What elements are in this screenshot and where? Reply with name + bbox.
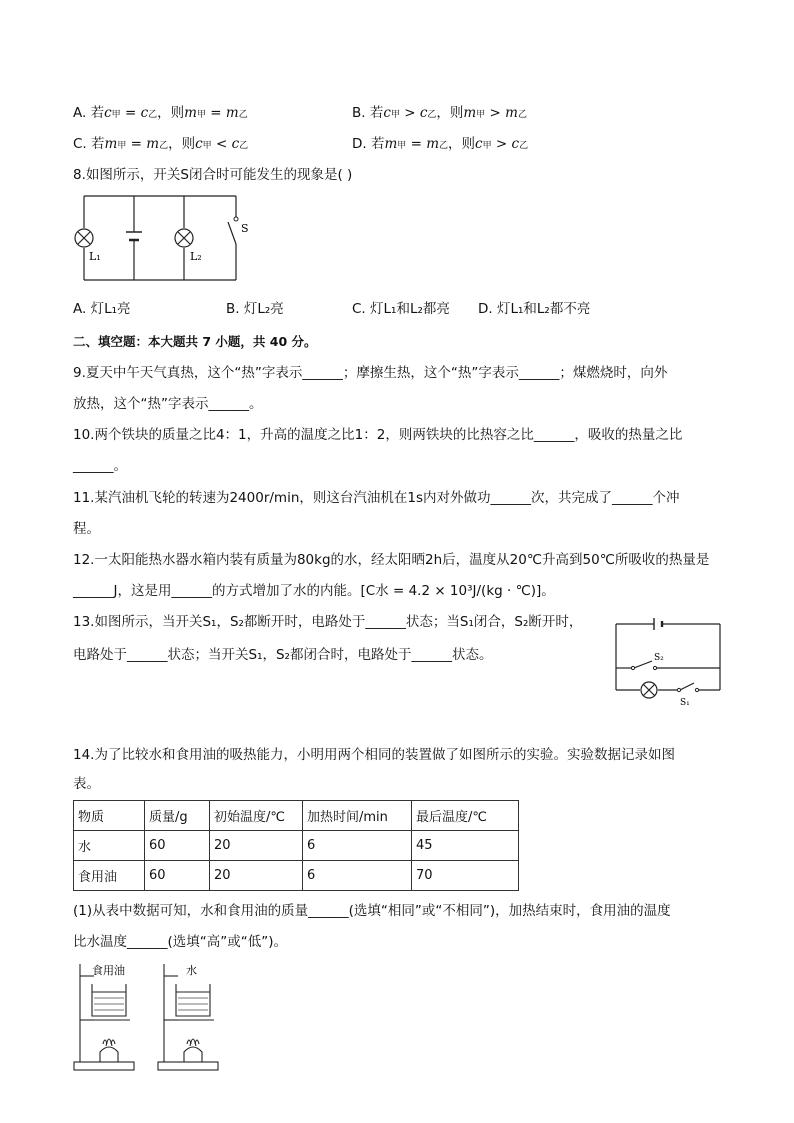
q14-line2: 表。 <box>73 776 100 792</box>
q8-stem: 8.如图所示，开关S闭合时可能发生的现象是( ) <box>73 167 353 183</box>
lamp-l1-icon <box>75 229 93 247</box>
q13-line2: 电路处于______状态；当开关S₁，S₂都闭合时，电路处于______状态。 <box>73 647 493 663</box>
label-l1: L₁ <box>89 250 101 263</box>
q10-line2: ______。 <box>73 458 127 474</box>
table-header-row <box>74 801 519 831</box>
q9-line2: 放热，这个“热”字表示______。 <box>73 396 263 412</box>
label-water: 水 <box>186 964 197 977</box>
table-cell: 20 <box>210 831 303 861</box>
table-cell: 20 <box>210 861 303 891</box>
label-s2: S₂ <box>654 653 664 663</box>
q14-apparatus-figure <box>70 958 240 1074</box>
q11-line2: 程。 <box>73 521 100 537</box>
q7-option-a: A. 若c甲 = c乙，则m甲 = m乙 <box>73 105 248 121</box>
table-cell: 60 <box>145 831 210 861</box>
q8-option-b: B. 灯L₂亮 <box>226 301 284 317</box>
table-cell: 水 <box>74 831 145 861</box>
q13-line1: 13.如图所示，当开关S₁，S₂都断开时，电路处于______状态；当S₁闭合，S₂断开时， <box>73 614 583 630</box>
q13-circuit-diagram <box>608 614 728 710</box>
label-s: S <box>241 222 249 235</box>
q14-line1: 14.为了比较水和食用油的吸热能力，小明用两个相同的装置做了如图所示的实验。实验数据记录如图 <box>73 747 675 763</box>
table-cell: 70 <box>412 861 519 891</box>
q14-sub1-line1: (1)从表中数据可知，水和食用油的质量______(选填“相同”或“不相同”)，加热结束时，食用油的温度 <box>73 903 671 919</box>
table-header-cell: 加热时间/min <box>303 801 412 831</box>
table-row <box>74 861 519 891</box>
q8-option-c: C. 灯L₁和L₂都亮 <box>352 301 450 317</box>
q14-data-table <box>73 800 519 891</box>
table-header-cell: 初始温度/℃ <box>210 801 303 831</box>
q7-option-b: B. 若c甲 > c乙，则m甲 > m乙 <box>352 105 527 121</box>
q14-sub1-line2: 比水温度______(选填“高”或“低”)。 <box>73 934 288 950</box>
lamp-l2-icon <box>175 229 193 247</box>
label-oil: 食用油 <box>92 964 125 977</box>
q9-line1: 9.夏天中午天气真热，这个“热”字表示______；摩擦生热，这个“热”字表示______；煤燃烧时，向外 <box>73 365 668 381</box>
table-header-cell: 质量/g <box>145 801 210 831</box>
q7-option-d: D. 若m甲 = m乙，则c甲 > c乙 <box>352 136 529 152</box>
table-cell: 45 <box>412 831 519 861</box>
table-cell: 6 <box>303 861 412 891</box>
q11-line1: 11.某汽油机飞轮的转速为2400r/min，则这台汽油机在1s内对外做功______次，共完成了______个冲 <box>73 490 680 506</box>
q10-line1: 10.两个铁块的质量之比4：1，升高的温度之比1：2，则两铁块的比热容之比______，吸收的热量之比 <box>73 427 683 443</box>
lamp-icon <box>641 682 657 698</box>
q8-option-a: A. 灯L₁亮 <box>73 301 131 317</box>
q7-option-c: C. 若m甲 = m乙，则c甲 < c乙 <box>73 136 249 152</box>
section-heading: 二、填空题：本大题共 7 小题，共 40 分。 <box>73 334 317 349</box>
table-header-cell: 物质 <box>74 801 145 831</box>
label-l2: L₂ <box>190 250 202 263</box>
label-s1: S₁ <box>680 698 690 708</box>
table-cell: 6 <box>303 831 412 861</box>
apparatus-water <box>158 964 218 1070</box>
q8-option-d: D. 灯L₁和L₂都不亮 <box>478 301 591 317</box>
q12-line2: ______J，这是用______的方式增加了水的内能。[C水 = 4.2 × 10³J/(kg · ℃)]。 <box>73 583 555 599</box>
q8-circuit-diagram <box>70 188 250 288</box>
table-cell: 食用油 <box>74 861 145 891</box>
apparatus-oil <box>74 964 134 1070</box>
table-cell: 60 <box>145 861 210 891</box>
table-header-cell: 最后温度/℃ <box>412 801 519 831</box>
q12-line1: 12.一太阳能热水器水箱内装有质量为80kg的水，经太阳晒2h后，温度从20℃升高到50℃所吸收的热量是 <box>73 552 710 568</box>
table-row <box>74 831 519 861</box>
